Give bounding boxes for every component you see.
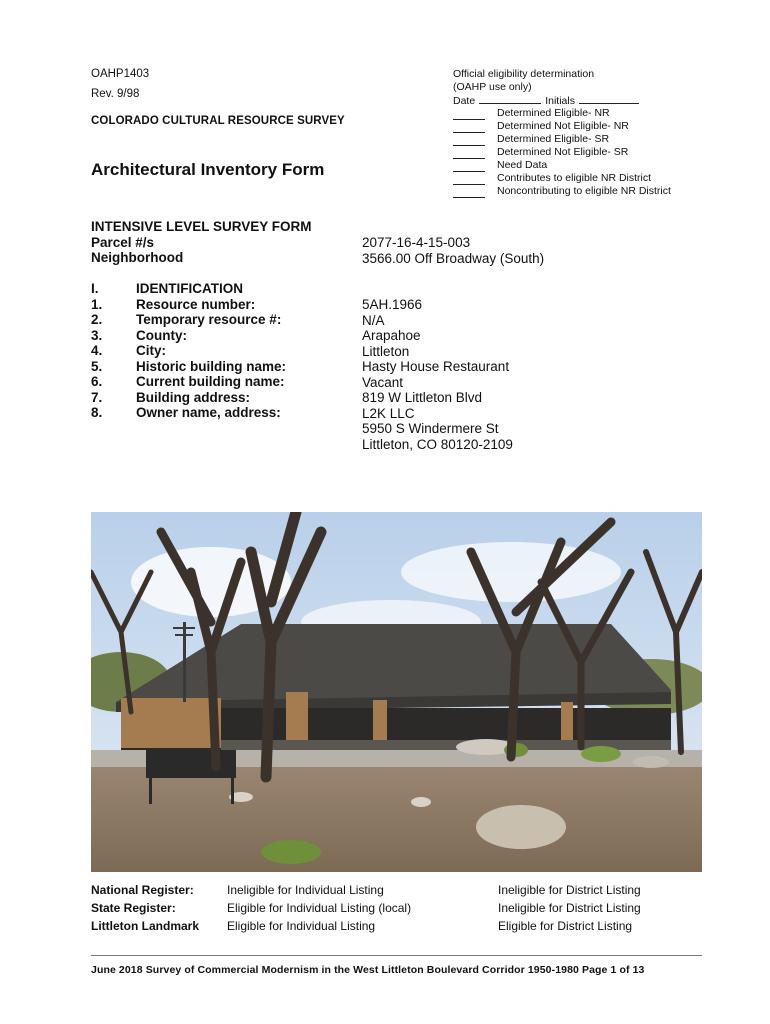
state-register-individual: Eligible for Individual Listing (local) — [227, 901, 412, 915]
date-label: Date — [453, 95, 476, 107]
field-number: 2. — [91, 312, 103, 327]
littleton-landmark-individual: Eligible for Individual Listing — [227, 919, 376, 933]
option-label: Determined Not Eligible- SR — [497, 146, 629, 158]
national-register-label: National Register: — [91, 883, 194, 897]
field-number: 5. — [91, 358, 103, 374]
option-row — [453, 120, 703, 133]
field-label: Current building name: — [136, 374, 285, 389]
field-number: 1. — [91, 296, 103, 312]
field-label: City: — [136, 343, 166, 358]
option-blank[interactable] — [453, 162, 485, 172]
field-row — [91, 328, 286, 344]
state-register-district: Ineligible for District Listing — [498, 901, 641, 915]
city-value: Littleton — [362, 343, 410, 359]
survey-title: COLORADO CULTURAL RESOURCE SURVEY — [91, 115, 345, 127]
option-blank[interactable] — [453, 136, 485, 146]
historic-name-value: Hasty House Restaurant — [362, 359, 510, 374]
field-number: 4. — [91, 343, 103, 358]
county-value: Arapahoe — [362, 328, 421, 343]
option-row — [453, 146, 703, 159]
field-number: 7. — [91, 389, 103, 405]
owner-name-value: L2K LLC — [362, 405, 415, 421]
neighborhood-value: 3566.00 Off Broadway (South) — [362, 250, 545, 266]
intensive-heading: INTENSIVE LEVEL SURVEY FORM — [91, 219, 312, 234]
official-subheading: (OAHP use only) — [453, 81, 532, 93]
footer-divider — [91, 955, 702, 956]
field-row — [91, 390, 286, 406]
identification-labels — [91, 281, 286, 421]
intensive-values — [362, 235, 544, 266]
littleton-landmark-district: Eligible for District Listing — [498, 919, 633, 933]
owner-street-value: 5950 S Windermere St — [362, 421, 499, 436]
form-code: OAHP1403 — [91, 68, 150, 80]
option-label: Contributes to eligible NR District — [497, 172, 652, 184]
national-register-district: Ineligible for District Listing — [498, 883, 641, 897]
parcel-value: 2077-16-4-15-003 — [362, 235, 471, 250]
option-row — [453, 159, 703, 172]
option-label: Determined Eligible- NR — [497, 107, 610, 119]
option-label: Determined Eligible- SR — [497, 133, 610, 145]
section-title: IDENTIFICATION — [136, 281, 243, 296]
form-title: Architectural Inventory Form — [91, 160, 325, 179]
field-label: County: — [136, 327, 187, 343]
field-label: Owner name, address: — [136, 405, 281, 420]
owner-city-value: Littleton, CO 80120-2109 — [362, 436, 513, 452]
building-address-value: 819 W Littleton Blvd — [362, 390, 483, 405]
resource-number-value: 5AH.1966 — [362, 297, 423, 312]
field-row — [91, 359, 286, 375]
option-blank[interactable] — [453, 110, 485, 120]
option-blank[interactable] — [453, 123, 485, 133]
field-row — [91, 405, 286, 421]
parcel-label: Parcel #/s — [91, 234, 155, 250]
initials-label: Initials — [545, 95, 575, 107]
field-number: 3. — [91, 327, 103, 343]
option-blank[interactable] — [453, 149, 485, 159]
option-label: Need Data — [497, 159, 548, 171]
building-photo — [91, 512, 702, 872]
form-revision: Rev. 9/98 — [91, 88, 140, 100]
page-footer: June 2018 Survey of Commercial Modernism in the West Littleton Boulevard Corridor 1950-1980 Page 1 of 13 — [91, 964, 645, 976]
temporary-resource-value: N/A — [362, 312, 385, 328]
section-heading-row — [91, 281, 286, 297]
field-number: 8. — [91, 405, 103, 420]
date-field[interactable] — [479, 94, 541, 104]
building-photo-illustration — [91, 512, 702, 872]
date-initials-row — [453, 94, 703, 107]
official-heading: Official eligibility determination — [453, 68, 595, 80]
field-row — [91, 343, 286, 359]
state-register-label: State Register: — [91, 901, 176, 915]
field-label: Building address: — [136, 389, 251, 405]
identification-values — [362, 297, 513, 452]
section-number: I. — [91, 281, 99, 296]
option-row — [453, 107, 703, 120]
neighborhood-label: Neighborhood — [91, 250, 184, 265]
field-row — [91, 297, 286, 313]
option-row — [453, 172, 703, 185]
option-label: Noncontributing to eligible NR District — [497, 185, 671, 197]
option-label: Determined Not Eligible- NR — [497, 120, 629, 132]
option-blank[interactable] — [453, 188, 485, 198]
official-determination-box — [453, 68, 703, 198]
field-row — [91, 312, 286, 328]
intensive-labels — [91, 219, 312, 266]
field-label: Temporary resource #: — [136, 312, 282, 327]
option-row — [453, 133, 703, 146]
option-blank[interactable] — [453, 175, 485, 185]
option-row — [453, 185, 703, 198]
national-register-individual: Ineligible for Individual Listing — [227, 883, 384, 897]
field-number: 6. — [91, 374, 103, 389]
initials-field[interactable] — [579, 94, 639, 104]
field-row — [91, 374, 286, 390]
field-label: Historic building name: — [136, 358, 287, 374]
current-name-value: Vacant — [362, 374, 404, 390]
field-label: Resource number: — [136, 296, 256, 312]
form-id-block — [91, 67, 149, 107]
littleton-landmark-label: Littleton Landmark — [91, 919, 200, 933]
